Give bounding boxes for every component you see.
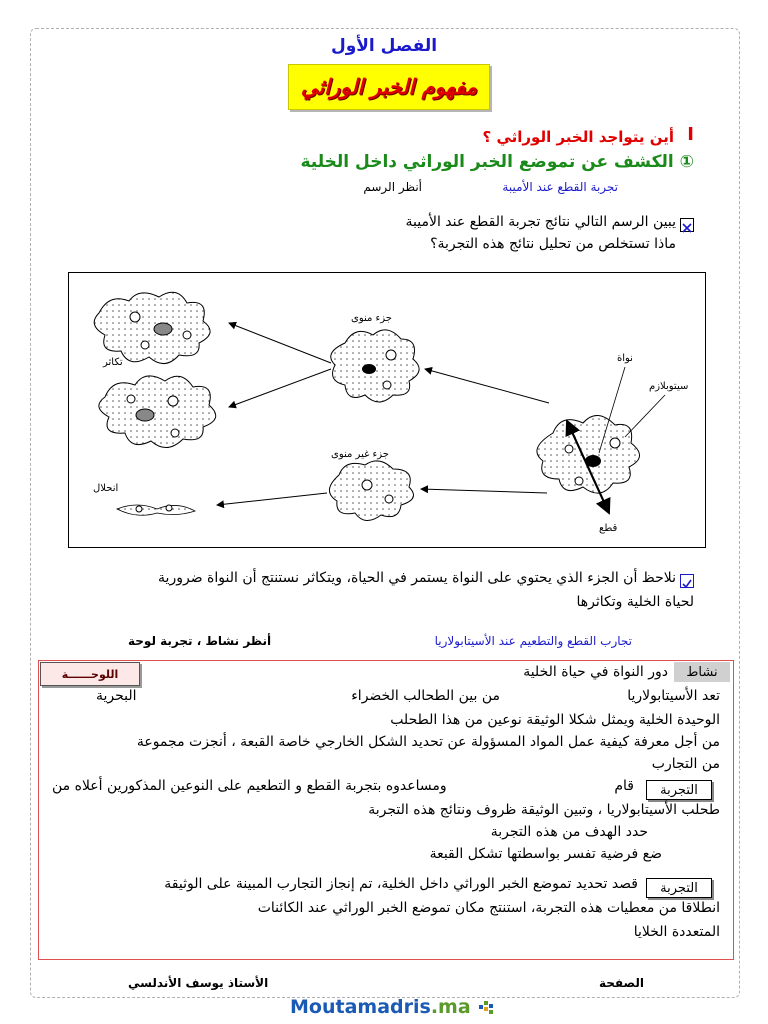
tajriba-label-1: التجربة	[646, 780, 712, 800]
arrow-to-offspring-1	[229, 323, 331, 363]
activity-line-1a: تعد الأسيتابولاريا	[627, 688, 720, 704]
nashat-badge: نشاط	[674, 662, 730, 682]
activity-line-9: قصد تحديد تموضع الخبر الوراثي داخل الخلية، تم إنجاز التجارب المبينة على الوثيقة	[164, 876, 638, 892]
check-icon	[680, 574, 694, 588]
tajriba-label-2: التجربة	[646, 878, 712, 898]
activity-line-4: من التجارب	[651, 756, 720, 772]
arrow-to-non-nucleated	[421, 489, 547, 493]
logo-tld: .ma	[430, 996, 471, 1018]
arrow-to-offspring-2	[229, 369, 331, 407]
activity-line-1b: من بين الطحالب الخضراء	[351, 688, 500, 704]
intro-line-1: يبين الرسم التالي نتائج تجربة القطع عند الأميبة	[405, 214, 676, 230]
experiment-link[interactable]: تجربة القطع عند الأميبة	[502, 180, 618, 194]
chapter-title: الفصل الأول	[330, 36, 438, 56]
arrow-to-nucleated	[425, 369, 549, 403]
activity-line-2: الوحيدة الخلية ويمثل شكلا الوثيقة نوعين من هذا الطحلب	[390, 712, 720, 728]
subsection-title: ① الكشف عن تموضع الخبر الوراثي داخل الخلية	[300, 152, 694, 172]
intro-line-2: ماذا تستخلص من تحليل نتائج هذه التجربة؟	[430, 236, 676, 252]
acetabularia-link[interactable]: تجارب القطع والتطعيم عند الأسيتابولاريا	[434, 634, 632, 648]
activity-line-6: طحلب الأسيتابولاريا ، وتبين الوثيقة ظروف ونتائج هذه التجربة	[368, 802, 720, 818]
decay-fragments	[117, 505, 195, 515]
acetabularia-see: أنظر نشاط ، تجربة لوحة	[128, 634, 272, 648]
label-reproduction: تكاثر	[103, 357, 123, 368]
activity-line-8: ضع فرضية تفسر بواسطتها تشكل القبعة	[429, 846, 662, 862]
lawha-tab[interactable]: اللوحــــــة	[40, 662, 140, 686]
amoeba-non-nucleated-part	[329, 461, 413, 521]
activity-line-3: من أجل معرفة كيفية عمل المواد المسؤولة عن تحديد الشكل الخارجي خاصة القبعة ، أنجزت مجموعة	[136, 734, 720, 750]
label-cut: قطع	[599, 523, 618, 534]
footer-teacher: الأستاذ يوسف الأندلسي	[128, 976, 269, 990]
logo-mark-icon	[477, 999, 497, 1017]
section-number: I	[687, 124, 694, 145]
label-nucleated: جزء منوى	[351, 313, 392, 324]
observation-line-1: نلاحظ أن الجزء الذي يحتوي على النواة يستمر في الحياة، ويتكاثر نستنتج أن النواة ضرورية	[158, 570, 676, 586]
footer-page: الصفحة	[598, 976, 644, 990]
observation-line-2: لحياة الخلية وتكاثرها	[576, 594, 694, 610]
section-question: أين يتواجد الخبر الوراثي ؟	[482, 128, 674, 146]
lesson-title: مفهوم الخبر الوراثي	[300, 75, 478, 99]
amoeba-original	[537, 415, 640, 493]
amoeba-offspring-2	[99, 376, 216, 448]
activity-line-5a: قام	[614, 778, 634, 794]
activity-line-11: المتعددة الخلايا	[633, 924, 720, 940]
label-cytoplasm: سيتوبلازم	[649, 381, 689, 392]
amoeba-diagram	[68, 272, 706, 548]
activity-line-7: حدد الهدف من هذه التجربة	[490, 824, 648, 840]
activity-line-5b: ومساعدوه بتجربة القطع و التطعيم على النوعين المذكورين أعلاه من	[52, 778, 447, 794]
see-figure: أنظر الرسم	[363, 180, 422, 194]
arrow-to-decay	[217, 493, 327, 505]
label-nucleus: نواة	[617, 353, 633, 364]
label-non-nucleated: جزء غير منوى	[331, 449, 389, 460]
checkbox-icon	[680, 218, 694, 232]
lesson-title-box	[288, 64, 490, 110]
activity-line-10: انطلاقا من معطيات هذه التجربة، استنتج مكان تموضع الخبر الوراثي عند الكائنات	[257, 900, 720, 916]
site-logo	[290, 996, 497, 1018]
label-decay: انحلال	[93, 483, 119, 494]
activity-line-1c: البحرية	[96, 688, 137, 704]
amoeba-offspring-1	[94, 292, 210, 363]
amoeba-nucleated-part	[331, 330, 419, 402]
logo-main: Moutamadris	[290, 996, 431, 1018]
activity-heading: دور النواة في حياة الخلية	[523, 664, 668, 680]
